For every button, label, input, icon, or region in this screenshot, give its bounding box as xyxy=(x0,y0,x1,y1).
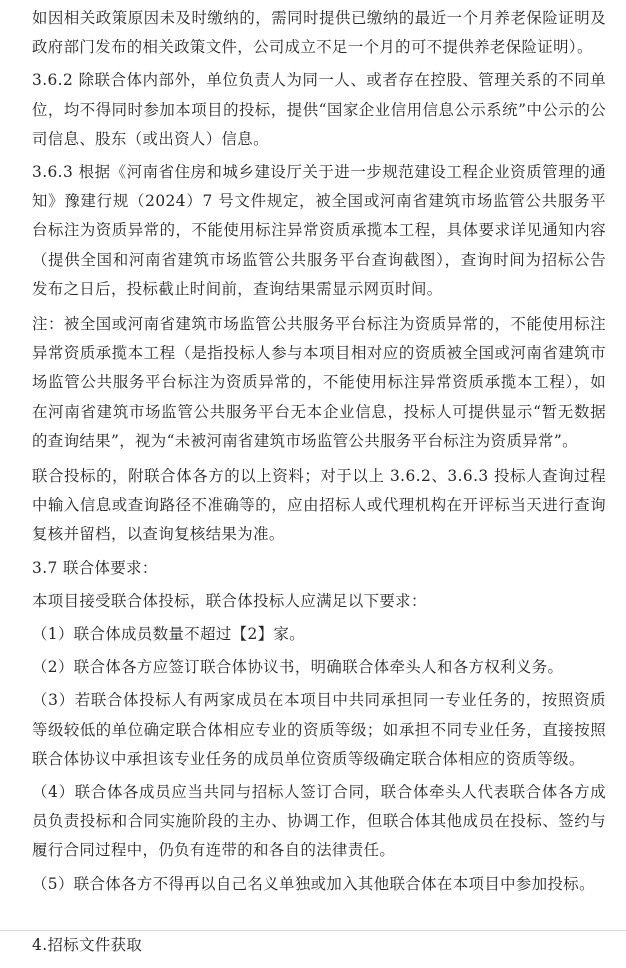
section-3-7-heading: 3.7 联合体要求： xyxy=(32,558,158,577)
paragraph-3-6-3: 3.6.3 根据《河南省住房和城乡建设厅关于进一步规范建设工程企业资质管理的通知》豫建行规（2024）7 号文件规定，被全国或河南省建筑市场监管公共服务平台标注为资质异常的，不能使用标注异常资质承揽本工程，具体要求详见通知内容（提供全国和河南省建筑市场监管公共服务平台查询截图），查询时间为招标公告发布之日后，投标截止时间前，查询结果需显示网页时间。 xyxy=(32,163,606,298)
paragraph-note: 注：被全国或河南省建筑市场监管公共服务平台标注为资质异常的，不能使用标注异常资质承揽本工程（是指投标人参与本项目相对应的资质被全国或河南省建筑市场监管公共服务平台标注为资质异常的，不能使用标注异常资质承揽本工程），如在河南省建筑市场监管公共服务平台无本企业信息，投标人可提供显示“暂无数据的查询结果”，视为“未被河南省建筑市场监管公共服务平台标注为资质异常”。 xyxy=(32,315,606,450)
paragraph-3-6-2: 3.6.2 除联合体内部外，单位负责人为同一人、或者存在控股、管理关系的不同单位，均不得同时参加本项目的投标，提供“国家企业信用信息公示系统”中公示的公司信息、股东（或出资人）信息。 xyxy=(32,71,606,148)
list-item-2: （2）联合体各方应签订联合体协议书，明确联合体牵头人和各方权利义务。 xyxy=(32,658,564,677)
list-item-1: （1）联合体成员数量不超过【2】家。 xyxy=(32,625,306,644)
paragraph-joint-bid-materials: 联合投标的，附联合体各方的以上资料；对于以上 3.6.2、3.6.3 投标人查询过程中输入信息或查询路径不准确等的，应由招标人或代理机构在开评标当天进行查询复核并留档，以查询复核结果为准。 xyxy=(32,467,606,544)
list-item-4: （4）联合体各成员应当共同与招标人签订合同，联合体牵头人代表联合体各方成员负责投标和合同实施阶段的主办、协调工作，但联合体其他成员在投标、签约与履行合同过程中，仍负有连带的和各自的法律责任。 xyxy=(32,783,606,860)
paragraph-pension-note: 如因相关政策原因未及时缴纳的，需同时提供已缴纳的最近一个月养老保险证明及政府部门发布的相关政策文件，公司成立不足一个月的可不提供养老保险证明）。 xyxy=(32,9,606,57)
list-item-3: （3）若联合体投标人有两家成员在本项目中共同承担同一专业任务的，按照资质等级较低的单位确定联合体相应专业的资质等级；如承担不同专业任务，直接按照联合体协议中承担该专业任务的成员单位资质等级确定联合体相应的资质等级。 xyxy=(32,691,606,768)
document-body xyxy=(32,4,606,899)
paragraph-consortium-intro: 本项目接受联合体投标，联合体投标人应满足以下要求： xyxy=(32,591,427,610)
section-4-heading: 4.招标文件获取 xyxy=(32,936,143,954)
list-item-5: （5）联合体各方不得再以自己名义单独或加入其他联合体在本项目中参加投标。 xyxy=(32,874,595,893)
